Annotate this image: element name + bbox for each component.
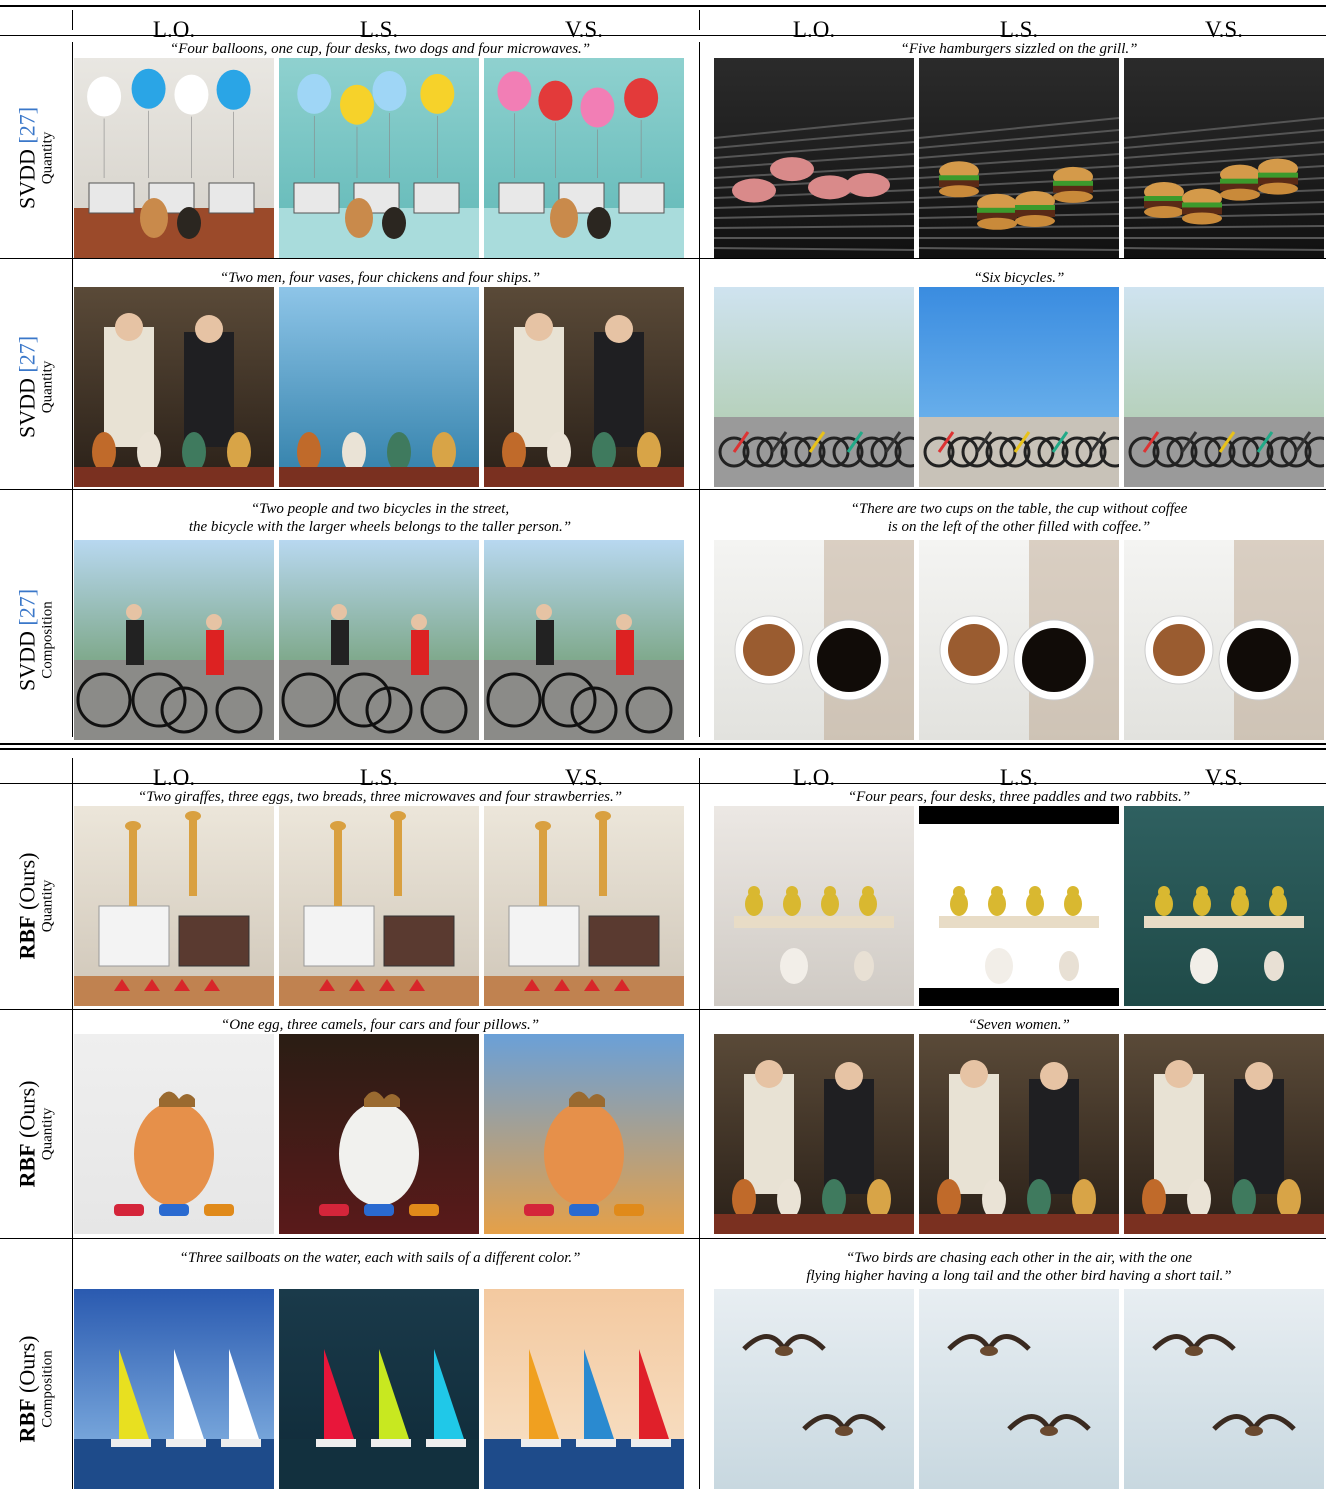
generated-image: [1124, 287, 1324, 487]
method-label: RBF: [14, 1398, 40, 1443]
column-header: L.S.: [359, 765, 399, 790]
men-vases-chickens-painting: [74, 287, 274, 487]
vertical-rule-center: [699, 758, 700, 1489]
vertical-rule-left: [72, 10, 73, 30]
generated-image: [74, 540, 274, 740]
column-header: L.O.: [152, 17, 196, 42]
burgers-grill-photo: [919, 58, 1119, 258]
sailboats-colorful-photo: [279, 1289, 479, 1489]
generated-image: [74, 806, 274, 1006]
top-rule: [0, 5, 1326, 7]
generated-image: [919, 1289, 1119, 1489]
camels-desert-painting: [484, 1034, 684, 1234]
generated-image: [484, 287, 684, 487]
row-label-text: [16, 589, 57, 691]
generated-image: [714, 540, 914, 740]
balloons-desks-dogs-photo: [279, 58, 479, 258]
row-category: Composition: [39, 601, 56, 679]
generated-image: [74, 287, 274, 487]
generated-image: [279, 287, 479, 487]
burgers-grill-photo: [1124, 58, 1324, 258]
method-suffix: (Ours): [14, 1080, 40, 1138]
generated-image: [919, 806, 1119, 1006]
row-label-text: [16, 853, 57, 960]
pears-desks-rabbits-photo: [1124, 806, 1324, 1006]
generated-image: [1124, 806, 1324, 1006]
coffee-cups-table-photo: [1124, 540, 1324, 740]
generated-image: [919, 58, 1119, 258]
generated-image: [919, 540, 1119, 740]
vertical-rule-left: [72, 42, 73, 737]
prompt-caption: “Seven women.”: [968, 1017, 1070, 1033]
prompt-caption: “One egg, three camels, four cars and four pillows.”: [220, 1017, 540, 1033]
coffee-cups-table-photo: [919, 540, 1119, 740]
cyclists-street-photo: [484, 540, 684, 740]
row-category: Quantity: [39, 131, 56, 185]
generated-image: [279, 806, 479, 1006]
prompt-caption: “There are two cups on the table, the cup without coffee is on the left of the other filled with coffee.”: [850, 501, 1188, 535]
generated-image: [1124, 540, 1324, 740]
women-group-photo: [919, 1034, 1119, 1234]
generated-image: [714, 58, 914, 258]
row-label-text: [16, 336, 57, 438]
method-label: SVDD: [14, 378, 40, 439]
generated-image: [484, 806, 684, 1006]
women-group-photo: [1124, 1034, 1324, 1234]
generated-image: [484, 540, 684, 740]
prompt-caption: “Three sailboats on the water, each with sails of a different color.”: [179, 1250, 581, 1266]
pears-desk-rabbits-photo: [714, 806, 914, 1006]
balloons-dogs-microwaves-photo: [74, 58, 274, 258]
sailboats-sunset-photo: [484, 1289, 684, 1489]
prompt-caption: “Two giraffes, three eggs, two breads, three microwaves and four strawberries.”: [137, 789, 623, 805]
row-separator: [0, 1009, 1326, 1010]
method-label: RBF: [14, 915, 40, 960]
method-name: [16, 1081, 40, 1188]
generated-image: [714, 287, 914, 487]
balloons-desks-dogs-photo: [484, 58, 684, 258]
generated-image: [279, 1034, 479, 1234]
generated-image: [714, 806, 914, 1006]
row-separator: [0, 1238, 1326, 1239]
prompt-caption: “Two birds are chasing each other in the air, with the one flying higher having a long tail and the other bird having a short tail.”: [806, 1250, 1232, 1284]
generated-image: [919, 287, 1119, 487]
column-header: L.O.: [792, 765, 836, 790]
generated-image: [1124, 1289, 1324, 1489]
method-suffix: (Ours): [14, 1335, 40, 1393]
citation-link[interactable]: [27]: [14, 106, 40, 144]
men-vases-chickens-ships-photo: [484, 287, 684, 487]
column-header: V.S.: [565, 765, 603, 790]
vases-ships-sea-photo: [279, 287, 479, 487]
prompt-caption: “Six bicycles.”: [973, 270, 1065, 286]
method-label: RBF: [14, 1143, 40, 1188]
method-suffix: (Ours): [14, 852, 40, 910]
column-header: V.S.: [1205, 17, 1243, 42]
pears-paddles-illustration: [919, 806, 1119, 1006]
egg-camel-illustration: [74, 1034, 274, 1234]
vertical-rule-center: [699, 10, 700, 30]
generated-image: [74, 1034, 274, 1234]
generated-image: [279, 540, 479, 740]
prompt-caption: “Four balloons, one cup, four desks, two dogs and four microwaves.”: [169, 41, 591, 57]
prompt-caption: “Two men, four vases, four chickens and four ships.”: [219, 270, 541, 286]
generated-image: [484, 58, 684, 258]
method-name: [16, 1336, 40, 1443]
citation-link[interactable]: [27]: [14, 335, 40, 373]
prompt-caption: “Two people and two bicycles in the street, the bicycle with the larger wheels belongs to the taller person.”: [188, 501, 572, 535]
raw-patties-grill-photo: [714, 58, 914, 258]
generated-image: [484, 1289, 684, 1489]
column-header: L.S.: [999, 17, 1039, 42]
sailboats-sea-photo: [74, 1289, 274, 1489]
method-name: [16, 336, 40, 438]
bicycles-street-photo: [714, 287, 914, 487]
method-name: [16, 589, 40, 691]
column-header: V.S.: [565, 17, 603, 42]
prompt-caption: “Four pears, four desks, three paddles and two rabbits.”: [847, 789, 1191, 805]
row-category: Quantity: [39, 879, 56, 933]
cyclists-street-photo: [279, 540, 479, 740]
generated-image: [714, 1034, 914, 1234]
generated-image: [279, 1289, 479, 1489]
row-category: Quantity: [39, 360, 56, 414]
generated-image: [919, 1034, 1119, 1234]
generated-image: [74, 58, 274, 258]
giraffes-microwaves-photo: [74, 806, 274, 1006]
column-header: L.O.: [152, 765, 196, 790]
birds-flying-photo: [714, 1289, 914, 1489]
generated-image: [1124, 58, 1324, 258]
method-label: SVDD: [14, 149, 40, 210]
birds-flying-photo: [919, 1289, 1119, 1489]
citation-link[interactable]: [27]: [14, 588, 40, 626]
generated-image: [1124, 1034, 1324, 1234]
generated-image: [484, 1034, 684, 1234]
row-label-text: [16, 1081, 57, 1188]
vertical-rule-left: [72, 758, 73, 1489]
row-separator: [0, 489, 1326, 490]
block-separator-rule-2: [0, 748, 1326, 750]
egg-cars-pillows-photo: [279, 1034, 479, 1234]
generated-image: [714, 1289, 914, 1489]
row-category: Quantity: [39, 1107, 56, 1161]
bicycles-seaside-photo: [919, 287, 1119, 487]
giraffes-microwaves-photo: [484, 806, 684, 1006]
column-header: L.O.: [792, 17, 836, 42]
giraffes-microwaves-photo: [279, 806, 479, 1006]
block-separator-rule-1: [0, 743, 1326, 745]
method-name: [16, 107, 40, 209]
row-separator: [0, 258, 1326, 259]
birds-flying-photo: [1124, 1289, 1324, 1489]
cyclists-street-photo: [74, 540, 274, 740]
method-name: [16, 853, 40, 960]
prompt-caption: “Five hamburgers sizzled on the grill.”: [900, 41, 1138, 57]
column-header: L.S.: [359, 17, 399, 42]
column-header: L.S.: [999, 765, 1039, 790]
bicycles-street-photo: [1124, 287, 1324, 487]
method-label: SVDD: [14, 631, 40, 692]
row-label-text: [16, 107, 57, 209]
women-group-bw-photo: [714, 1034, 914, 1234]
row-category: Composition: [39, 1350, 56, 1428]
row-label-text: [16, 1336, 57, 1443]
column-header: V.S.: [1205, 765, 1243, 790]
generated-image: [279, 58, 479, 258]
coffee-cups-table-photo: [714, 540, 914, 740]
vertical-rule-center: [699, 42, 700, 737]
generated-image: [74, 1289, 274, 1489]
